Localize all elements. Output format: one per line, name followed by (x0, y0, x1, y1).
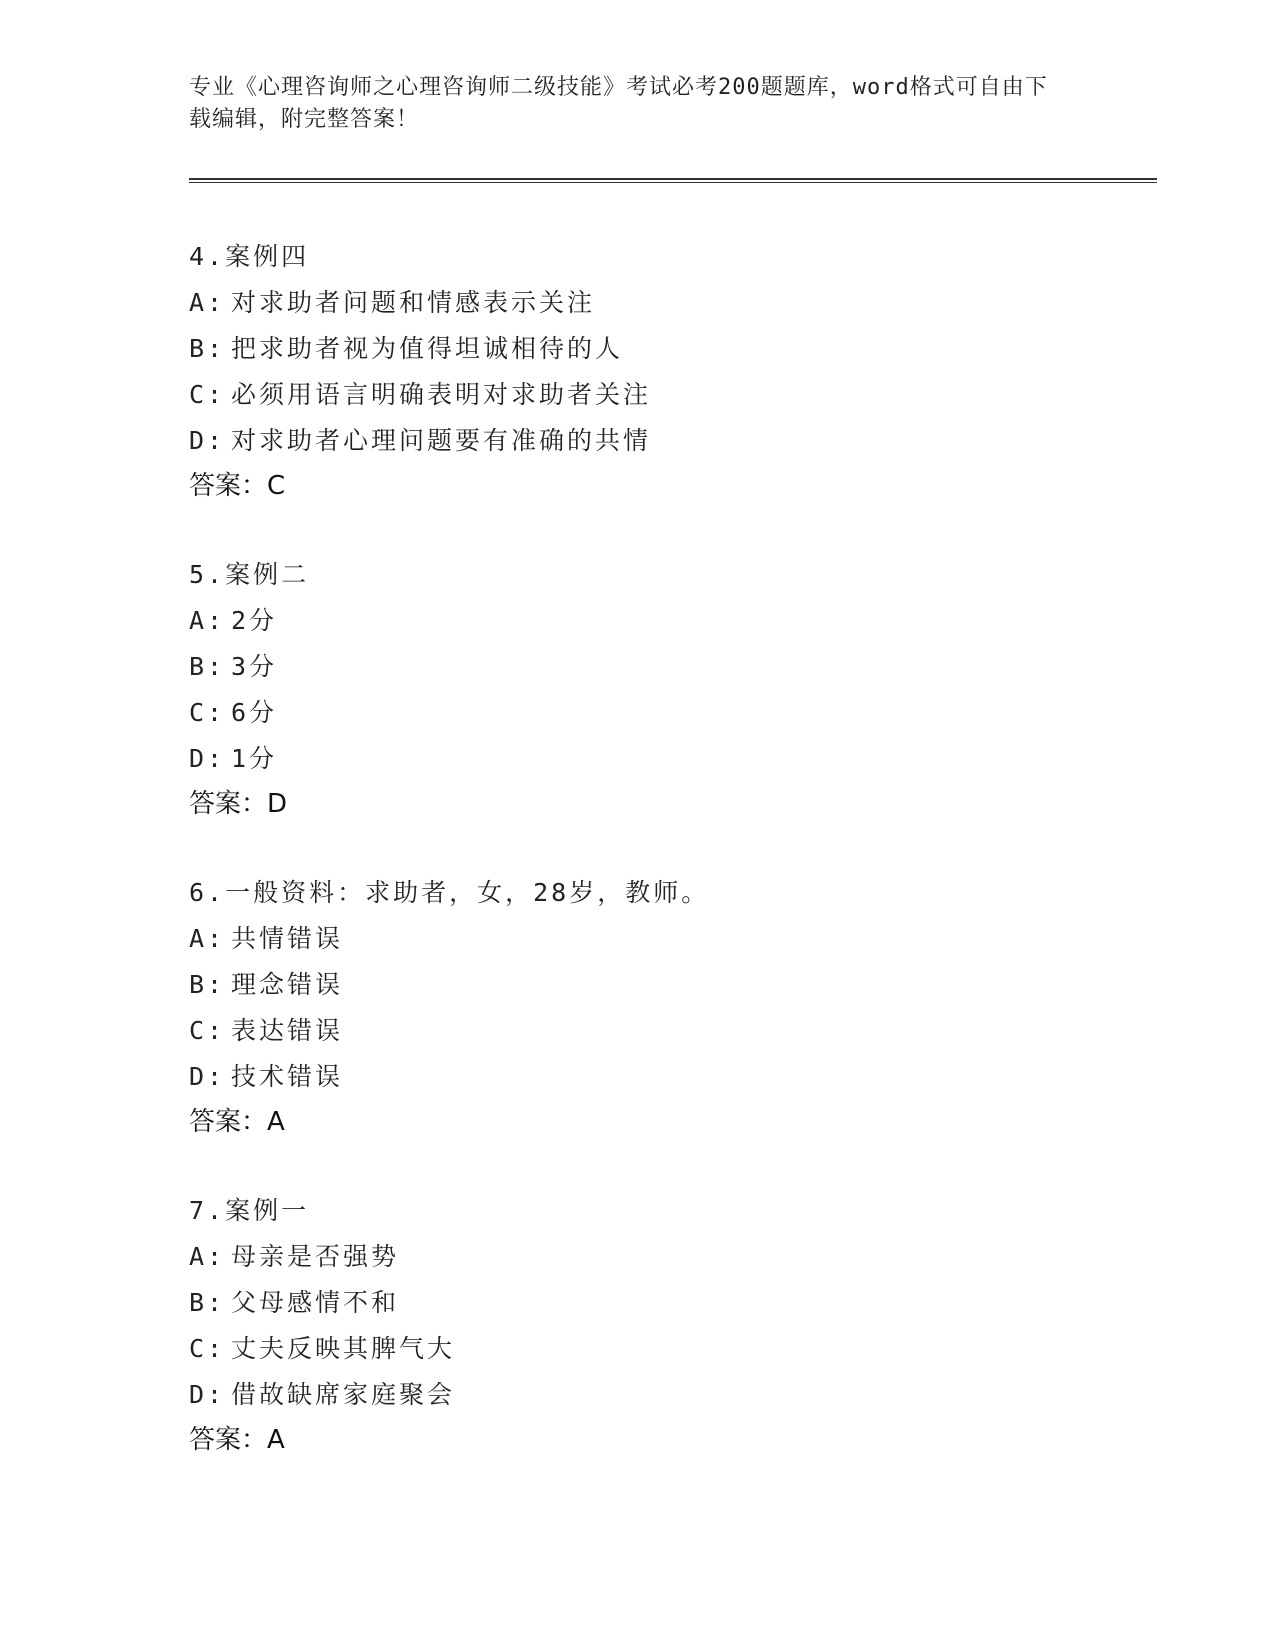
option-letter: A: (189, 606, 226, 635)
option-b (189, 962, 1149, 1008)
option-letter: D: (189, 744, 226, 773)
option-letter: C: (189, 698, 226, 727)
answer-line: 答案：C (189, 471, 286, 501)
option-letter: C: (189, 380, 226, 409)
question-stem: 7.案例一 (189, 1196, 310, 1225)
option-a (189, 598, 1149, 644)
option-text: 对求助者问题和情感表示关注 (231, 288, 596, 317)
option-text: 借故缺席家庭聚会 (231, 1380, 456, 1409)
option-letter: A: (189, 1242, 226, 1271)
option-text: 丈夫反映其脾气大 (231, 1334, 456, 1363)
option-text: 对求助者心理问题要有准确的共情 (231, 426, 652, 455)
question-4 (189, 234, 1149, 508)
option-d (189, 1372, 1149, 1418)
answer-line: 答案：D (189, 789, 288, 819)
option-letter: B: (189, 1288, 226, 1317)
option-letter: D: (189, 1380, 226, 1409)
header-double-rule (189, 178, 1157, 183)
option-text: 2分 (231, 606, 278, 635)
option-text: 3分 (231, 652, 278, 681)
option-letter: D: (189, 1062, 226, 1091)
option-text: 表达错误 (231, 1016, 344, 1045)
option-text: 把求助者视为值得坦诚相待的人 (231, 334, 624, 363)
option-a (189, 916, 1149, 962)
option-text: 母亲是否强势 (231, 1242, 400, 1271)
option-a (189, 1234, 1149, 1280)
question-stem: 6.一般资料：求助者，女，28岁，教师。 (189, 878, 710, 907)
option-c (189, 690, 1149, 736)
header-intro: 专业《心理咨询师之心理咨询师二级技能》考试必考200题题库，word格式可自由下载编辑，附完整答案！ (189, 75, 1048, 132)
option-text: 1分 (231, 744, 278, 773)
option-letter: A: (189, 924, 226, 953)
option-d (189, 736, 1149, 782)
answer-line: 答案：A (189, 1425, 285, 1455)
option-text: 技术错误 (231, 1062, 344, 1091)
option-d (189, 1054, 1149, 1100)
option-letter: C: (189, 1016, 226, 1045)
question-stem: 5.案例二 (189, 560, 310, 589)
option-a (189, 280, 1149, 326)
option-text: 理念错误 (231, 970, 344, 999)
option-text: 必须用语言明确表明对求助者关注 (231, 380, 652, 409)
option-letter: B: (189, 334, 226, 363)
option-c (189, 1326, 1149, 1372)
option-letter: B: (189, 652, 226, 681)
option-letter: C: (189, 1334, 226, 1363)
question-5 (189, 552, 1149, 826)
option-letter: B: (189, 970, 226, 999)
option-d (189, 418, 1149, 464)
option-letter: A: (189, 288, 226, 317)
option-text: 6分 (231, 698, 278, 727)
question-list (189, 234, 1149, 1506)
question-6 (189, 870, 1149, 1144)
option-b (189, 644, 1149, 690)
answer-line: 答案：A (189, 1107, 285, 1137)
option-b (189, 326, 1149, 372)
question-7 (189, 1188, 1149, 1462)
option-text: 父母感情不和 (231, 1288, 400, 1317)
option-c (189, 1008, 1149, 1054)
option-letter: D: (189, 426, 226, 455)
option-b (189, 1280, 1149, 1326)
option-text: 共情错误 (231, 924, 344, 953)
option-c (189, 372, 1149, 418)
question-stem: 4.案例四 (189, 242, 310, 271)
